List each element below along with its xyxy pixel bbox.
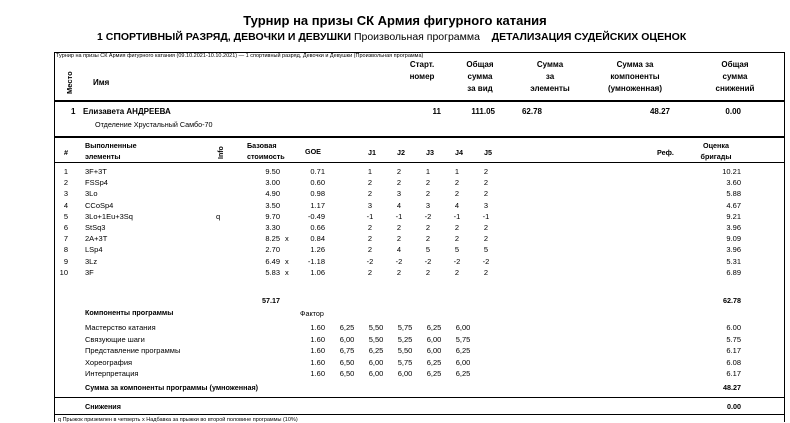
name-header: Имя bbox=[93, 78, 110, 87]
element-base-value: 8.25 bbox=[265, 234, 280, 244]
element-judge-4: 2 bbox=[454, 267, 460, 277]
element-name: StSq3 bbox=[85, 223, 106, 232]
component-name: Представление программы bbox=[85, 346, 181, 356]
element-bonus-mark: x bbox=[285, 256, 289, 266]
divider bbox=[55, 414, 784, 415]
component-panel-score: 5.75 bbox=[726, 334, 741, 344]
element-judge-1: 3 bbox=[367, 200, 373, 210]
element-judge-5: 2 bbox=[483, 234, 489, 244]
element-base-value: 9.50 bbox=[265, 167, 280, 176]
components-sum-label: Сумма за компоненты программы (умноженная) bbox=[85, 383, 259, 392]
element-judge-2: 2 bbox=[396, 223, 402, 232]
element-number: 2 bbox=[63, 178, 68, 188]
component-panel-score: 6.08 bbox=[726, 357, 741, 367]
element-judge-2: -1 bbox=[395, 211, 403, 221]
skater-club: Отделение Хрустальный Самбо-70 bbox=[95, 120, 213, 129]
element-base-value: 5.83 bbox=[265, 267, 280, 277]
element-judge-1: -2 bbox=[366, 256, 374, 266]
element-judge-4: -1 bbox=[453, 211, 461, 221]
components-score-header: Сумма за компоненты (умноженная) bbox=[608, 60, 662, 93]
element-judge-5: -1 bbox=[482, 211, 490, 221]
base-value-header: Базовая стоимость bbox=[247, 141, 285, 161]
element-name: 3Lz bbox=[85, 256, 98, 266]
skater-deductions: 0.00 bbox=[725, 107, 741, 116]
element-judge-5: 3 bbox=[483, 200, 489, 210]
component-judge-5: 6,25 bbox=[455, 369, 471, 379]
component-judge-4: 6,00 bbox=[426, 334, 442, 344]
element-judge-1: -1 bbox=[366, 211, 374, 221]
element-judge-3: 2 bbox=[425, 178, 431, 188]
element-judge-2: 3 bbox=[396, 189, 402, 199]
element-panel-score: 3.96 bbox=[726, 223, 741, 232]
skater-place: 1 bbox=[71, 107, 76, 116]
judge-4-header: J4 bbox=[455, 148, 463, 157]
divider bbox=[55, 397, 784, 398]
divider bbox=[55, 162, 784, 163]
element-base-value: 3.00 bbox=[265, 178, 280, 188]
elements-total: 62.78 bbox=[723, 296, 741, 305]
element-panel-score: 5.88 bbox=[726, 189, 741, 199]
element-name: 3F+3T bbox=[85, 167, 107, 176]
executed-elements-header: Выполненные элементы bbox=[85, 141, 137, 161]
element-base-value: 9.70 bbox=[265, 211, 280, 221]
element-judge-2: 2 bbox=[396, 267, 402, 277]
component-judge-3: 5,75 bbox=[397, 357, 413, 367]
element-name: LSp4 bbox=[85, 245, 103, 255]
element-number: 5 bbox=[63, 211, 68, 221]
element-goe: 1.26 bbox=[310, 245, 325, 255]
component-judge-4: 6,25 bbox=[426, 323, 442, 332]
base-value-total: 57.17 bbox=[262, 296, 280, 305]
element-panel-score: 3.60 bbox=[726, 178, 741, 188]
element-name: CCoSp4 bbox=[85, 200, 114, 210]
judge-5-header: J5 bbox=[484, 148, 492, 157]
element-number: 8 bbox=[63, 245, 68, 255]
element-goe: 1.06 bbox=[310, 267, 325, 277]
element-judge-3: 2 bbox=[425, 234, 431, 244]
element-base-value: 3.50 bbox=[265, 200, 280, 210]
element-judge-3: 3 bbox=[425, 200, 431, 210]
component-judge-1: 6,50 bbox=[339, 369, 355, 379]
skater-name: Елизавета АНДРЕЕВА bbox=[83, 107, 171, 116]
element-judge-3: 2 bbox=[425, 267, 431, 277]
element-judge-1: 1 bbox=[367, 167, 373, 176]
element-judge-1: 2 bbox=[367, 234, 373, 244]
component-judge-2: 5,50 bbox=[368, 334, 384, 344]
element-number: 9 bbox=[63, 256, 68, 266]
element-judge-2: 2 bbox=[396, 178, 402, 188]
component-panel-score: 6.17 bbox=[726, 346, 741, 356]
deductions-header: Общая сумма снижений bbox=[715, 60, 755, 93]
element-base-value: 3.30 bbox=[265, 223, 280, 232]
segment-label: Произвольная программа bbox=[353, 31, 480, 43]
component-factor: 1.60 bbox=[310, 323, 325, 332]
component-judge-5: 6,00 bbox=[455, 357, 471, 367]
component-judge-3: 5,50 bbox=[397, 346, 413, 356]
element-judge-3: -2 bbox=[424, 211, 432, 221]
element-base-value: 6.49 bbox=[265, 256, 280, 266]
component-judge-2: 6,25 bbox=[368, 346, 384, 356]
component-panel-score: 6.17 bbox=[726, 369, 741, 379]
element-number: 1 bbox=[63, 167, 68, 176]
component-judge-5: 6,25 bbox=[455, 346, 471, 356]
component-judge-1: 6,75 bbox=[339, 346, 355, 356]
element-judge-5: 2 bbox=[483, 189, 489, 199]
element-panel-score: 4.67 bbox=[726, 200, 741, 210]
referee-header: Реф. bbox=[657, 148, 674, 157]
element-goe: 1.17 bbox=[310, 200, 325, 210]
element-goe: 0.84 bbox=[310, 234, 325, 244]
skater-total: 111.05 bbox=[471, 107, 495, 116]
component-factor: 1.60 bbox=[310, 357, 325, 367]
element-number: 4 bbox=[63, 200, 68, 210]
element-name: 3Lo bbox=[85, 189, 98, 199]
element-number: 10 bbox=[59, 267, 68, 277]
element-judge-2: 4 bbox=[396, 245, 402, 255]
element-panel-score: 9.21 bbox=[726, 211, 741, 221]
element-panel-score: 9.09 bbox=[726, 234, 741, 244]
element-judge-5: 2 bbox=[483, 167, 489, 176]
element-number: 7 bbox=[63, 234, 68, 244]
divider bbox=[55, 100, 784, 102]
footnote: q Прыжок приземлен в четверть x Надбавка за прыжки во второй половине программы (10%) bbox=[58, 417, 298, 423]
element-judge-4: 4 bbox=[454, 200, 460, 210]
component-judge-5: 6,00 bbox=[455, 323, 471, 332]
start-number-header: Старт. номер bbox=[409, 60, 435, 81]
component-judge-4: 6,00 bbox=[426, 346, 442, 356]
component-panel-score: 6.00 bbox=[726, 323, 741, 332]
element-name: 3Lo+1Eu+3Sq bbox=[85, 211, 133, 221]
elements-score-header: Сумма за элементы bbox=[530, 60, 570, 93]
element-judge-2: -2 bbox=[395, 256, 403, 266]
detail-label: ДЕТАЛИЗАЦИЯ СУДЕЙСКИХ ОЦЕНОК bbox=[491, 31, 687, 43]
element-goe: -1.18 bbox=[307, 256, 325, 266]
element-judge-5: -2 bbox=[482, 256, 490, 266]
element-num-header: # bbox=[64, 148, 68, 157]
element-judge-1: 2 bbox=[367, 178, 373, 188]
element-goe: 0.66 bbox=[310, 223, 325, 232]
page-subtitle bbox=[97, 31, 686, 43]
component-factor: 1.60 bbox=[310, 334, 325, 344]
component-name: Интерпретация bbox=[85, 369, 139, 379]
component-name: Связующие шаги bbox=[85, 334, 145, 344]
element-judge-3: -2 bbox=[424, 256, 432, 266]
component-judge-1: 6,50 bbox=[339, 357, 355, 367]
element-judge-5: 2 bbox=[483, 178, 489, 188]
element-judge-2: 2 bbox=[396, 234, 402, 244]
component-judge-4: 6,25 bbox=[426, 357, 442, 367]
deductions-value: 0.00 bbox=[727, 402, 741, 411]
place-header: Место bbox=[65, 71, 74, 94]
event-line: Турнир на призы СК Армия фигурного катания (09.10.2021-10.10.2021) — 1 спортивный разряд, Девочки и Девушки (Произвольная программа) bbox=[56, 53, 424, 59]
element-judge-4: -2 bbox=[453, 256, 461, 266]
element-bonus-mark: x bbox=[285, 267, 289, 277]
skater-start-number: 11 bbox=[432, 107, 441, 116]
element-judge-5: 5 bbox=[483, 245, 489, 255]
skater-components: 48.27 bbox=[649, 107, 670, 116]
element-panel-score: 6.89 bbox=[726, 267, 741, 277]
element-judge-1: 2 bbox=[367, 189, 373, 199]
component-judge-3: 5,25 bbox=[397, 334, 413, 344]
element-name: FSSp4 bbox=[85, 178, 108, 188]
component-judge-1: 6,00 bbox=[339, 334, 355, 344]
component-name: Мастерство катания bbox=[85, 323, 156, 332]
components-title: Компоненты программы bbox=[85, 308, 174, 317]
element-base-value: 2.70 bbox=[265, 245, 280, 255]
element-goe: -0.49 bbox=[307, 211, 325, 221]
element-name: 3F bbox=[85, 267, 94, 277]
element-judge-1: 2 bbox=[367, 223, 373, 232]
element-judge-3: 2 bbox=[425, 223, 431, 232]
element-judge-3: 1 bbox=[425, 167, 431, 176]
element-judge-5: 2 bbox=[483, 267, 489, 277]
page-title: Турнир на призы СК Армия фигурного катания bbox=[243, 13, 547, 28]
judge-1-header: J1 bbox=[368, 148, 376, 157]
element-judge-4: 2 bbox=[454, 223, 460, 232]
components-sum: 48.27 bbox=[723, 383, 741, 392]
component-judge-3: 5,75 bbox=[397, 323, 413, 332]
element-bonus-mark: x bbox=[285, 234, 289, 244]
total-score-header: Общая сумма за вид bbox=[466, 60, 494, 93]
element-base-value: 4.90 bbox=[265, 189, 280, 199]
category-label: 1 СПОРТИВНЫЙ РАЗРЯД, ДЕВОЧКИ И ДЕВУШКИ bbox=[97, 31, 352, 43]
element-judge-5: 2 bbox=[483, 223, 489, 232]
element-judge-3: 5 bbox=[425, 245, 431, 255]
factor-header: Фактор bbox=[300, 309, 324, 318]
element-number: 6 bbox=[63, 223, 68, 232]
element-judge-3: 2 bbox=[425, 189, 431, 199]
element-judge-1: 2 bbox=[367, 267, 373, 277]
judge-2-header: J2 bbox=[397, 148, 405, 157]
element-judge-1: 2 bbox=[367, 245, 373, 255]
divider bbox=[55, 136, 784, 138]
component-factor: 1.60 bbox=[310, 346, 325, 356]
deductions-label: Снижения bbox=[85, 402, 121, 411]
element-number: 3 bbox=[63, 189, 68, 199]
element-info: q bbox=[216, 211, 221, 221]
component-judge-4: 6,25 bbox=[426, 369, 442, 379]
panel-score-header: Оценка бригады bbox=[700, 141, 732, 161]
component-factor: 1.60 bbox=[310, 369, 325, 379]
info-header: Info bbox=[218, 146, 225, 159]
skater-elements: 62.78 bbox=[521, 107, 542, 116]
element-panel-score: 10.21 bbox=[722, 167, 741, 176]
element-judge-4: 5 bbox=[454, 245, 460, 255]
component-judge-5: 5,75 bbox=[455, 334, 471, 344]
element-judge-4: 2 bbox=[454, 189, 460, 199]
component-judge-2: 5,50 bbox=[368, 323, 384, 332]
element-judge-4: 1 bbox=[454, 167, 460, 176]
component-judge-2: 6,00 bbox=[368, 369, 384, 379]
component-judge-1: 6,25 bbox=[339, 323, 355, 332]
element-goe: 0.98 bbox=[310, 189, 325, 199]
score-sheet bbox=[54, 52, 785, 422]
component-name: Хореография bbox=[85, 357, 133, 367]
goe-header: GOE bbox=[305, 147, 321, 156]
element-judge-2: 2 bbox=[396, 167, 402, 176]
element-judge-4: 2 bbox=[454, 178, 460, 188]
element-goe: 0.71 bbox=[310, 167, 325, 176]
component-judge-3: 6,00 bbox=[397, 369, 413, 379]
judge-3-header: J3 bbox=[426, 148, 434, 157]
element-goe: 0.60 bbox=[310, 178, 325, 188]
element-judge-4: 2 bbox=[454, 234, 460, 244]
element-name: 2A+3T bbox=[85, 234, 108, 244]
element-panel-score: 3.96 bbox=[726, 245, 741, 255]
element-panel-score: 5.31 bbox=[726, 256, 741, 266]
element-judge-2: 4 bbox=[396, 200, 402, 210]
component-judge-2: 6,00 bbox=[368, 357, 384, 367]
